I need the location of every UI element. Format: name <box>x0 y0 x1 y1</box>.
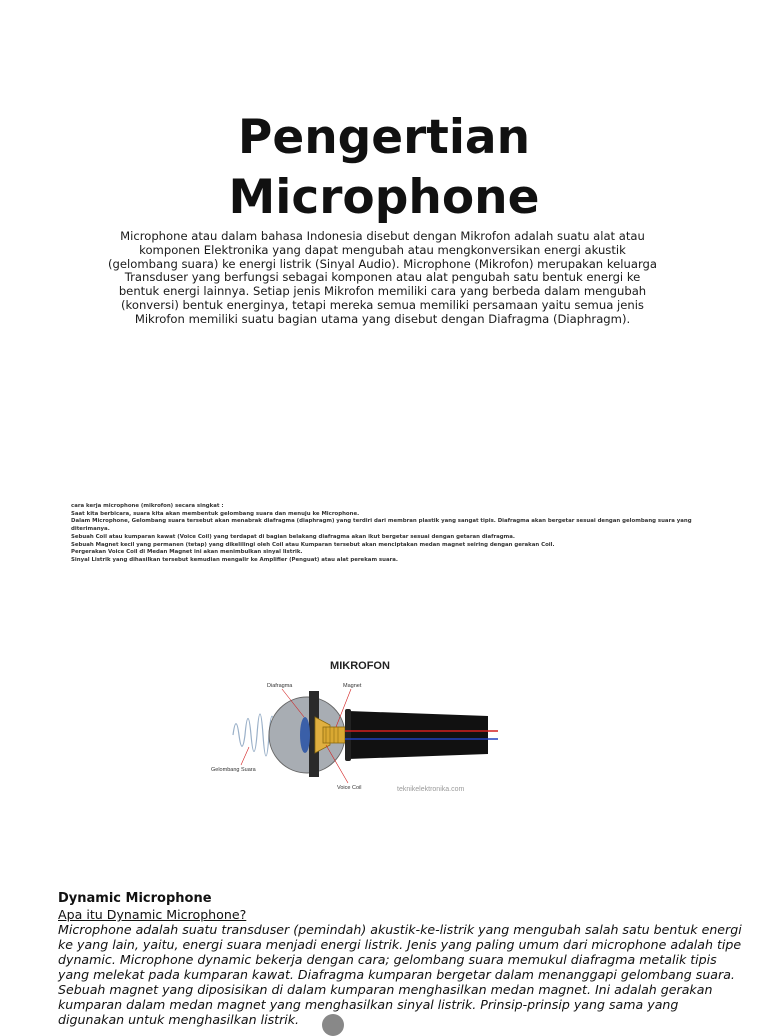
dynamic-microphone-section <box>58 891 742 1027</box>
steps-list <box>71 503 721 565</box>
diagram-heading: MIKROFON <box>330 660 390 672</box>
body-line: dynamic. Microphone dynamic bekerja dengan cara; gelombang suara memukul diafragma metalik tipis <box>58 952 717 967</box>
step-item: Sebuah Coil atau kumparan kawat (Voice Coil) yang terdapat di bagian belakang diafragma akan ikut bergetar sesuai dengan getaran diafragma. <box>71 533 515 540</box>
body-line: ke yang lain, yaitu, energi suara menjadi energi listrik. Jenis yang paling umum dari microphone adalah tipe <box>58 937 742 952</box>
section-title: Dynamic Microphone <box>58 891 212 906</box>
body-line: digunakan untuk menghasilkan listrik. <box>58 1012 300 1027</box>
page-title <box>0 108 768 228</box>
microphone-diagram-svg <box>205 655 515 805</box>
body-line: yang melekat pada kumparan kawat. Diafragma kumparan bergetar dalam menanggapi gelombang suara. <box>58 967 735 982</box>
microphone-body <box>348 711 488 759</box>
intro-paragraph: Microphone atau dalam bahasa Indonesia disebut dengan Mikrofon adalah suatu alat atau komponen Elektronika yang dapat mengubah atau mengkonversikan energi akustik (gelombang suara) ke energi listrik (Sinyal Audio). Microphone (Mikrofon) merupakan keluarga Transduser yang berfungsi sebagai komponen atau alat pengubah satu bentuk energi ke bentuk energi lainnya. Setiap jenis Mikrofon memiliki cara yang berbeda dalam mengubah (konversi) bentuk energinya, tetapi mereka semua memiliki persamaan yaitu semua jenis Mikrofon memiliki suatu bagian utama yang disebut dengan Diafragma (Diaphragm). <box>108 229 657 326</box>
diaphragm-icon <box>300 717 310 753</box>
page-title-line-1: Pengertian <box>237 110 531 165</box>
body-line: Sebuah magnet yang diposisikan di dalam kumparan menghasilkan medan magnet. Ini adalah gerakan <box>58 982 713 997</box>
page-title-line-2: Microphone <box>228 170 540 225</box>
step-item: Dalam Microphone, Gelombang suara tersebut akan menabrak diafragma (diaphragm) yang terdiri dari membran plastik yang sangat tipis. Diafragma akan bergetar sesuai dengan gelombang suara yang diterimanya. <box>71 518 692 533</box>
diagram-credit: teknikelektronika.com <box>397 786 465 793</box>
label-magnet: Magnet <box>343 683 362 689</box>
label-gelombang-suara: Gelombang Suara <box>211 767 256 773</box>
microphone-diagram <box>205 655 515 805</box>
label-voice-coil: Voice Coil <box>337 785 362 791</box>
section-body <box>58 922 742 1027</box>
step-item: Pergerakan Voice Coil di Medan Magnet ini akan menimbulkan sinyal listrik. <box>71 549 303 556</box>
step-item: Sinyal Listrik yang dihasilkan tersebut kemudian mengalir ke Amplifier (Penguat) atau alat perekam suara. <box>71 556 398 563</box>
step-item: Sebuah Magnet kecil yang permanen (tetap) yang dikelilingi oleh Coil atau Kumparan tersebut akan menciptakan medan magnet seiring dengan gerakan Coil. <box>71 541 555 548</box>
section-subtitle: Apa itu Dynamic Microphone? <box>58 907 247 922</box>
step-item: Saat kita berbicara, suara kita akan membentuk gelombang suara dan menuju ke Microphone. <box>71 510 360 517</box>
partial-image-icon <box>322 1014 344 1036</box>
label-diafragma: Diafragma <box>267 683 293 689</box>
steps-heading: cara kerja microphone (mikrofon) secara singkat : <box>71 503 224 509</box>
body-line: kumparan dalam medan magnet yang menghasilkan sinyal listrik. Prinsip-prinsip yang sama yang <box>58 997 679 1012</box>
body-line: Microphone adalah suatu transduser (pemindah) akustik-ke-listrik yang mengubah salah satu bentuk energi <box>58 922 742 937</box>
